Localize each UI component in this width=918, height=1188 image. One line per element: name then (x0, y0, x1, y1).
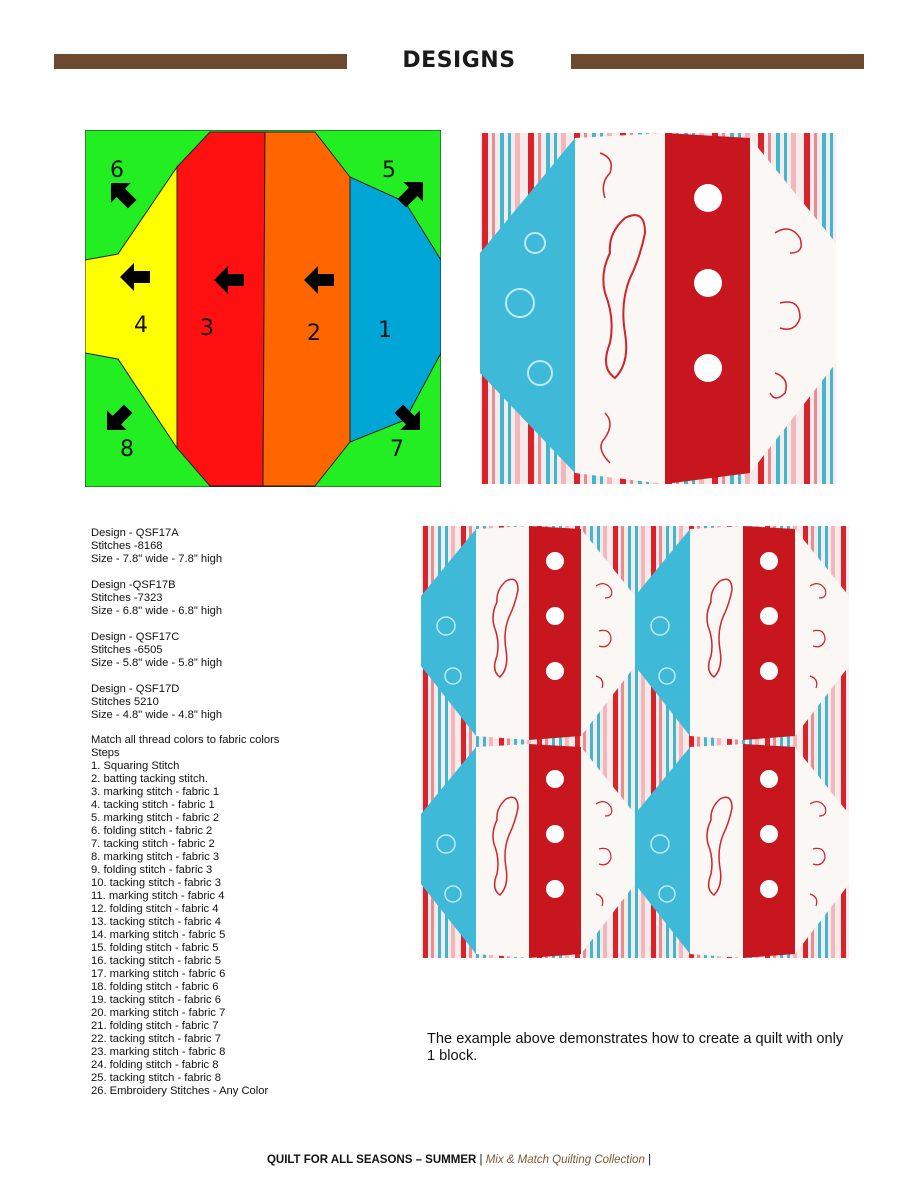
step-item: 10. tacking stitch - fabric 3 (91, 877, 221, 889)
design-size: Size - 4.8" wide - 4.8" high (91, 709, 223, 721)
example-caption: The example above demonstrates how to create a quilt with only 1 block. (427, 1031, 844, 1064)
design-name: Design -QSF17B (91, 579, 176, 591)
step-item: 16. tacking stitch - fabric 5 (91, 955, 221, 967)
step-item: 4. tacking stitch - fabric 1 (91, 799, 215, 811)
spec-block (91, 631, 222, 670)
section-1-label: 1 (378, 318, 392, 343)
step-item: 26. Embroidery Stitches - Any Color (91, 1085, 269, 1097)
step-item: 7. tacking stitch - fabric 2 (91, 838, 215, 850)
step-item: 2. batting tacking stitch. (91, 773, 208, 785)
design-size: Size - 7.8" wide - 7.8" high (91, 553, 223, 565)
step-item: 15. folding stitch - fabric 5 (91, 942, 219, 954)
section-5-label: 5 (382, 158, 396, 183)
design-name: Design - QSF17D (91, 683, 180, 695)
design-name: Design - QSF17C (91, 631, 180, 643)
step-item: 24. folding stitch - fabric 8 (91, 1059, 219, 1071)
quilt-layout-photo (421, 526, 849, 958)
section-4-label: 4 (134, 313, 148, 338)
design-name: Design - QSF17A (91, 527, 179, 539)
footer-title: QUILT FOR ALL SEASONS – SUMMER (266, 1154, 477, 1166)
stitch-count: Stitches -7323 (91, 592, 163, 604)
stitch-count: Stitches -6505 (91, 644, 163, 656)
design-specs (91, 527, 222, 735)
step-item: 20. marking stitch - fabric 7 (91, 1007, 226, 1019)
footer-collection: Mix & Match Quilting Collection (485, 1154, 645, 1166)
design-size: Size - 5.8" wide - 5.8" high (91, 657, 223, 669)
section-2-label: 2 (307, 321, 321, 346)
instructions-intro: Match all thread colors to fabric colors (91, 734, 280, 746)
step-item: 22. tacking stitch - fabric 7 (91, 1033, 221, 1045)
step-item: 9. folding stitch - fabric 3 (91, 864, 213, 876)
step-item: 14. marking stitch - fabric 5 (91, 929, 226, 941)
step-item: 12. folding stitch - fabric 4 (91, 903, 219, 915)
spec-block (91, 683, 222, 722)
stitch-count: Stitches -8168 (91, 540, 163, 552)
steps-list (91, 734, 279, 1098)
spec-block (91, 579, 222, 618)
footer-end: | (648, 1154, 652, 1166)
step-item: 1. Squaring Stitch (91, 760, 180, 772)
step-item: 23. marking stitch - fabric 8 (91, 1046, 226, 1058)
section-3-label: 3 (200, 316, 214, 341)
step-item: 11. marking stitch - fabric 4 (91, 890, 225, 902)
step-item: 13. tacking stitch - fabric 4 (91, 916, 221, 928)
design-size: Size - 6.8" wide - 6.8" high (91, 605, 223, 617)
step-item: 25. tacking stitch - fabric 8 (91, 1072, 221, 1084)
step-item: 6. folding stitch - fabric 2 (91, 825, 213, 837)
step-item: 19. tacking stitch - fabric 6 (91, 994, 221, 1006)
stitch-count: Stitches 5210 (91, 696, 159, 708)
step-item: 21. folding stitch - fabric 7 (91, 1020, 219, 1032)
step-item: 17. marking stitch - fabric 6 (91, 968, 226, 980)
step-item: 8. marking stitch - fabric 3 (91, 851, 220, 863)
spec-block (91, 527, 222, 566)
block-diagram (85, 130, 441, 487)
step-item: 5. marking stitch - fabric 2 (91, 812, 220, 824)
section-7-label: 7 (390, 437, 404, 462)
section-6-label: 6 (110, 158, 124, 183)
footer-separator: | (479, 1154, 483, 1166)
step-item: 3. marking stitch - fabric 1 (91, 786, 220, 798)
section-8-label: 8 (120, 437, 134, 462)
steps-heading: Steps (91, 747, 120, 759)
step-item: 18. folding stitch - fabric 6 (91, 981, 219, 993)
page-footer (0, 1154, 918, 1166)
quilt-block-photo (480, 133, 836, 484)
page-title: DESIGNS (402, 48, 516, 73)
